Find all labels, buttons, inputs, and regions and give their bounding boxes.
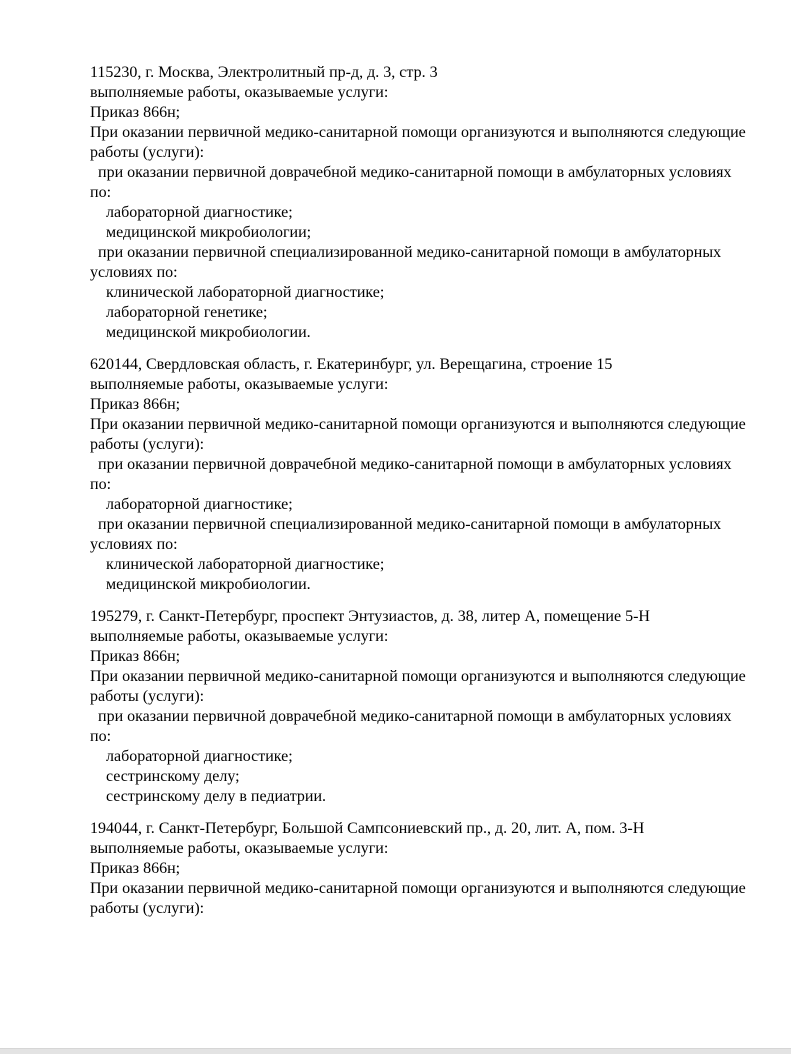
text-line: лабораторной диагностике; [90, 204, 293, 221]
text-line: лабораторной диагностике; [90, 748, 293, 765]
text-line: при оказании первичной доврачебной медико-санитарной помощи в амбулаторных условиях [90, 164, 732, 181]
text-line: лабораторной диагностике; [90, 496, 293, 513]
license-address-block [90, 355, 750, 595]
text-line: При оказании первичной медико-санитарной помощи организуются и выполняются следующие [90, 668, 746, 685]
text-line: сестринскому делу; [90, 768, 240, 785]
bottom-divider-bar [0, 1048, 791, 1054]
text-line: условиях по: [90, 536, 178, 553]
text-line: при оказании первичной специализированной медико-санитарной помощи в амбулаторных [90, 244, 722, 261]
text-line: сестринскому делу в педиатрии. [90, 788, 327, 805]
address-line: 115230, г. Москва, Электролитный пр-д, д. 3, стр. 3 [90, 64, 438, 81]
text-line: Приказ 866н; [90, 860, 181, 877]
text-line: При оказании первичной медико-санитарной помощи организуются и выполняются следующие [90, 416, 746, 433]
text-line: работы (услуги): [90, 144, 205, 161]
address-line: 194044, г. Санкт-Петербург, Большой Сампсониевский пр., д. 20, лит. А, пом. 3-Н [90, 820, 645, 837]
address-line: 620144, Свердловская область, г. Екатеринбург, ул. Верещагина, строение 15 [90, 356, 613, 373]
document-page [90, 63, 750, 919]
license-address-block [90, 607, 750, 807]
text-line: При оказании первичной медико-санитарной помощи организуются и выполняются следующие [90, 124, 746, 141]
text-line: по: [90, 728, 112, 745]
text-line: медицинской микробиологии. [90, 324, 311, 341]
text-line: при оказании первичной специализированной медико-санитарной помощи в амбулаторных [90, 516, 722, 533]
text-line: Приказ 866н; [90, 396, 181, 413]
text-line: выполняемые работы, оказываемые услуги: [90, 628, 389, 645]
text-line: работы (услуги): [90, 436, 205, 453]
text-line: клинической лабораторной диагностике; [90, 284, 385, 301]
text-line: Приказ 866н; [90, 104, 181, 121]
text-line: по: [90, 476, 112, 493]
text-line: работы (услуги): [90, 900, 205, 917]
license-address-block [90, 819, 750, 919]
text-line: медицинской микробиологии; [90, 224, 312, 241]
text-line: при оказании первичной доврачебной медико-санитарной помощи в амбулаторных условиях [90, 708, 732, 725]
text-line: выполняемые работы, оказываемые услуги: [90, 376, 389, 393]
text-line: выполняемые работы, оказываемые услуги: [90, 84, 389, 101]
text-line: лабораторной генетике; [90, 304, 268, 321]
text-line: выполняемые работы, оказываемые услуги: [90, 840, 389, 857]
text-line: условиях по: [90, 264, 178, 281]
address-line: 195279, г. Санкт-Петербург, проспект Энтузиастов, д. 38, литер А, помещение 5-Н [90, 608, 650, 625]
license-address-block [90, 63, 750, 343]
text-line: клинической лабораторной диагностике; [90, 556, 385, 573]
text-line: по: [90, 184, 112, 201]
text-line: медицинской микробиологии. [90, 576, 311, 593]
text-line: при оказании первичной доврачебной медико-санитарной помощи в амбулаторных условиях [90, 456, 732, 473]
text-line: Приказ 866н; [90, 648, 181, 665]
text-line: работы (услуги): [90, 688, 205, 705]
text-line: При оказании первичной медико-санитарной помощи организуются и выполняются следующие [90, 880, 746, 897]
